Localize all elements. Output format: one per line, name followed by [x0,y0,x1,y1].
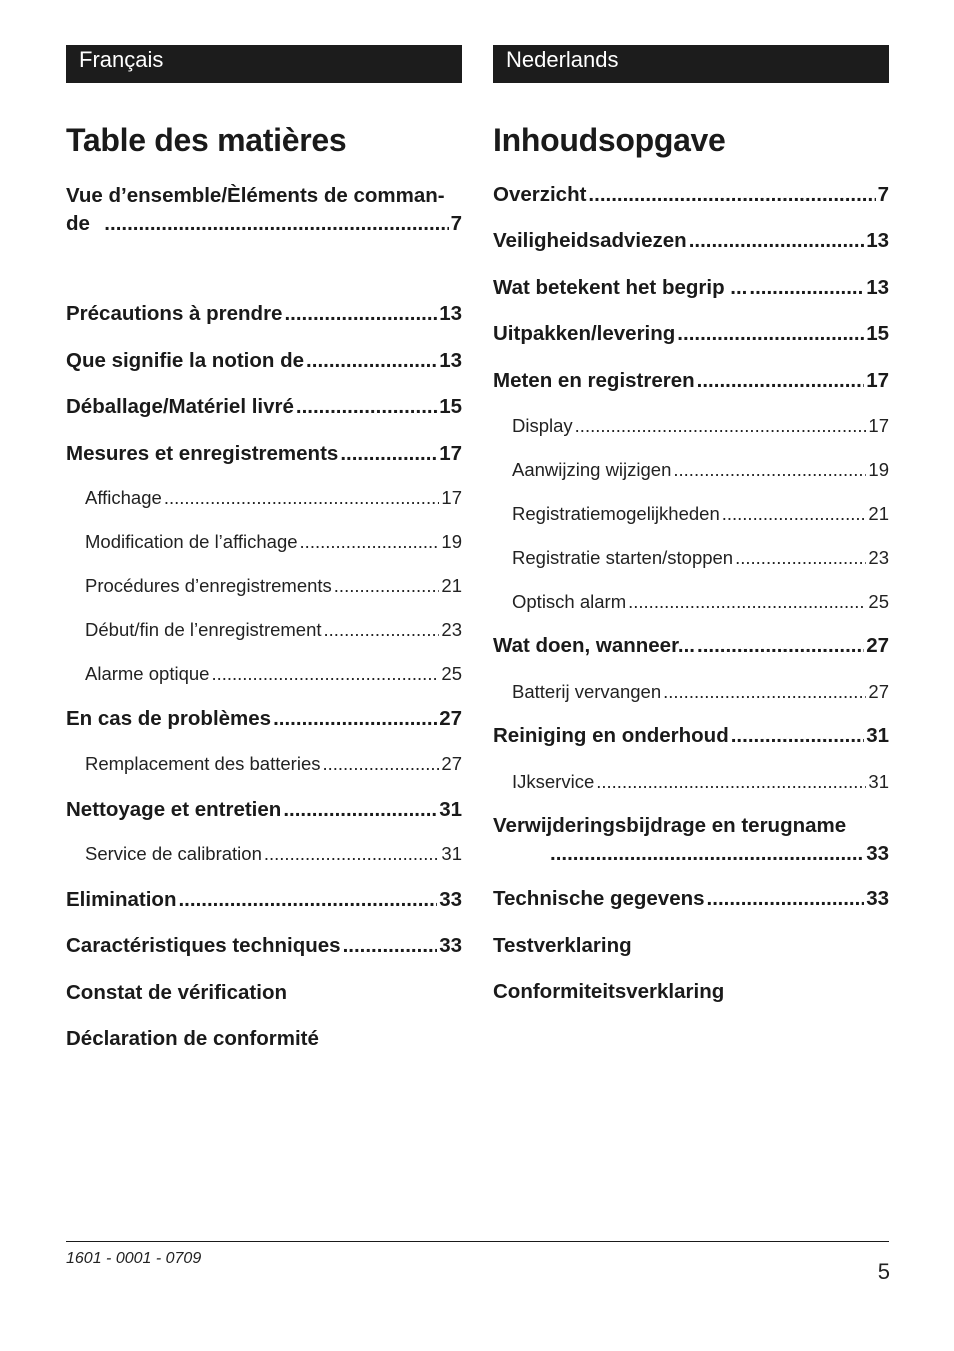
toc-entry-page: 27 [868,681,889,702]
toc-subentry[interactable] [66,663,462,685]
toc-subentry[interactable] [493,503,889,525]
toc-entry[interactable] [66,395,462,419]
toc-entry-page: 33 [439,934,462,957]
toc-leader-dots [264,843,440,865]
toc-subentry[interactable] [66,619,462,641]
toc-entry-label: Optisch alarm [512,591,627,612]
toc-entry-page: 21 [441,575,462,596]
toc-entry-label: Wat doen, wanneer... [493,634,695,657]
toc-leader-dots [340,442,437,466]
toc-entry-label: Registratiemogelijkheden [512,503,720,524]
toc-entry-label: Procédures d’enregistrements [85,575,332,596]
toc-entry-label: Technische gegevens [493,887,705,910]
toc-column-nederlands [493,45,889,1003]
toc-entry-label: Vue d’ensemble/Èléments de comman- [66,184,445,207]
toc-leader-dots [104,212,448,236]
toc-subentry[interactable] [493,459,889,481]
toc-leader-dots [673,459,866,481]
toc-entry-label: Que signifie la notion de [66,349,305,372]
toc-entry-page: 31 [868,771,889,792]
toc-entry-label: Précautions à prendre [66,302,283,325]
toc-entry-page: 33 [439,888,462,911]
toc-entry[interactable] [493,634,889,658]
toc-entry-page: 31 [439,798,462,821]
toc-entry-label: Wat betekent het begrip ... [493,276,748,299]
toc-entry[interactable] [66,349,462,373]
toc-entry[interactable] [493,980,889,1004]
toc-entry-page: 17 [868,415,889,436]
toc-subentry[interactable] [493,415,889,437]
toc-entry-label: Uitpakken/levering [493,322,676,345]
toc-entry[interactable] [66,934,462,958]
toc-entry[interactable] [493,276,889,300]
toc-entry-page: 7 [450,212,462,235]
toc-subentry[interactable] [493,681,889,703]
toc-leader-dots [697,634,864,658]
toc-entry[interactable] [493,229,889,253]
toc-entry-label: Conformiteitsverklaring [493,980,725,1003]
toc-subentry[interactable] [493,771,889,793]
toc-subentry[interactable] [66,575,462,597]
toc-entry-page: 13 [439,349,462,372]
toc-entry-label: Nettoyage et entretien [66,798,282,821]
toc-entry-label: Verwijderingsbijdrage en terugname [493,814,847,837]
toc-entry-label: Aanwijzing wijzigen [512,459,672,480]
toc-entry-label: Caractéristiques techniques [66,934,341,957]
toc-entry-page: 15 [866,322,889,345]
toc-entry-label: En cas de problèmes [66,707,272,730]
toc-entry[interactable] [66,798,462,822]
language-bar-nederlands: Nederlands [493,45,889,83]
toc-entry[interactable] [66,707,462,731]
toc-entry-page: 27 [866,634,889,657]
toc-entry-label: Remplacement des batteries [85,753,321,774]
toc-entry-label: Alarme optique [85,663,210,684]
toc-entry-page: 17 [441,487,462,508]
toc-entry-label: Registratie starten/stoppen [512,547,734,568]
toc-leader-dots [628,591,866,613]
toc-subentry[interactable] [66,843,462,865]
toc-entry-label: Veiligheidsadviezen [493,229,687,252]
toc-entry-label: IJkservice [512,771,595,792]
toc-subentry[interactable] [493,591,889,613]
toc-entry-page: 17 [439,442,462,465]
toc-leader-dots [324,619,440,641]
toc-leader-dots [296,395,437,419]
toc-subentry[interactable] [66,753,462,775]
toc-entry[interactable] [66,981,462,1005]
toc-entry-page: 31 [866,724,889,747]
toc-entry-page: 27 [441,753,462,774]
document-code: 1601 - 0001 - 0709 [66,1250,202,1267]
toc-entry-page: 33 [866,887,889,910]
toc-column-francais [66,45,462,1050]
toc-entry-page: 31 [441,843,462,864]
toc-entry-page: 23 [868,547,889,568]
toc-entry[interactable] [66,442,462,466]
toc-leader-dots [322,753,439,775]
toc-leader-dots [306,349,437,373]
toc-leader-dots [211,663,439,685]
toc-entry-label: Mesures et enregistrements [66,442,339,465]
toc-leader-dots [677,322,864,346]
toc-entry-label: Overzicht [493,183,587,206]
toc-leader-dots [550,842,864,866]
toc-entry[interactable] [493,724,889,748]
toc-entry-page: 13 [439,302,462,325]
toc-leader-dots [164,487,440,509]
toc-entry-page: 25 [868,591,889,612]
toc-leader-dots [749,276,864,300]
toc-entry-page: 21 [868,503,889,524]
toc-entry-label: Batterij vervangen [512,681,662,702]
toc-entry[interactable] [493,887,889,911]
toc-leader-dots [735,547,866,569]
toc-entry-label: Reiniging en onderhoud [493,724,729,747]
toc-entry-label: Constat de vérification [66,981,287,1004]
toc-entry-page: 33 [866,842,889,865]
toc-entry-label: Déballage/Matériel livré [66,395,294,418]
toc-leader-dots [689,229,864,253]
toc-entry[interactable] [66,888,462,912]
toc-leader-dots [722,503,867,525]
toc-subentry[interactable] [66,531,462,553]
toc-entry-label: Meten en registreren [493,369,695,392]
toc-leader-dots [707,887,865,911]
toc-entry[interactable] [66,184,462,236]
toc-entry-page: 13 [866,229,889,252]
toc-entry[interactable] [493,814,889,866]
toc-title-nederlands: Inhoudsopgave [493,122,726,158]
toc-entry-label: Testverklaring [493,934,632,957]
toc-entry-page: 13 [866,276,889,299]
toc-entry-page: 7 [877,183,889,206]
toc-entry[interactable] [493,369,889,393]
toc-leader-dots [697,369,865,393]
toc-entry-label: Déclaration de conformité [66,1027,319,1050]
toc-entry-page: 23 [441,619,462,640]
toc-subentry[interactable] [66,487,462,509]
toc-entry-label: Display [512,415,573,436]
toc-entry[interactable] [493,183,889,207]
toc-entry-label: Service de calibration [85,843,262,864]
toc-leader-dots [178,888,437,912]
toc-entry[interactable] [493,322,889,346]
toc-title-francais: Table des matières [66,122,347,158]
toc-entry-label: Elimination [66,888,177,911]
toc-leader-dots [588,183,875,207]
toc-entry-label: de [66,212,90,235]
toc-leader-dots [334,575,440,597]
toc-entry-label: Début/fin de l’enregistrement [85,619,322,640]
toc-entry[interactable] [493,934,889,958]
toc-entry-label: Affichage [85,487,162,508]
footer-rule [66,1241,889,1242]
toc-leader-dots [596,771,866,793]
toc-entry-page: 15 [439,395,462,418]
toc-leader-dots [273,707,437,731]
toc-leader-dots [731,724,864,748]
toc-leader-dots [575,415,867,437]
toc-entry-page: 19 [441,531,462,552]
toc-subentry[interactable] [493,547,889,569]
toc-entry[interactable] [66,1027,462,1051]
language-bar-francais: Français [66,45,462,83]
toc-leader-dots [284,302,437,326]
toc-leader-dots [343,934,438,958]
page-number: 5 [877,1259,890,1284]
toc-leader-dots [663,681,866,703]
toc-leader-dots [300,531,440,553]
toc-entry-label: Modification de l’affichage [85,531,298,552]
toc-leader-dots [283,798,437,822]
toc-entry-page: 25 [441,663,462,684]
toc-entry[interactable] [66,302,462,326]
toc-entry-page: 17 [866,369,889,392]
toc-entry-page: 27 [439,707,462,730]
toc-entry-page: 19 [868,459,889,480]
